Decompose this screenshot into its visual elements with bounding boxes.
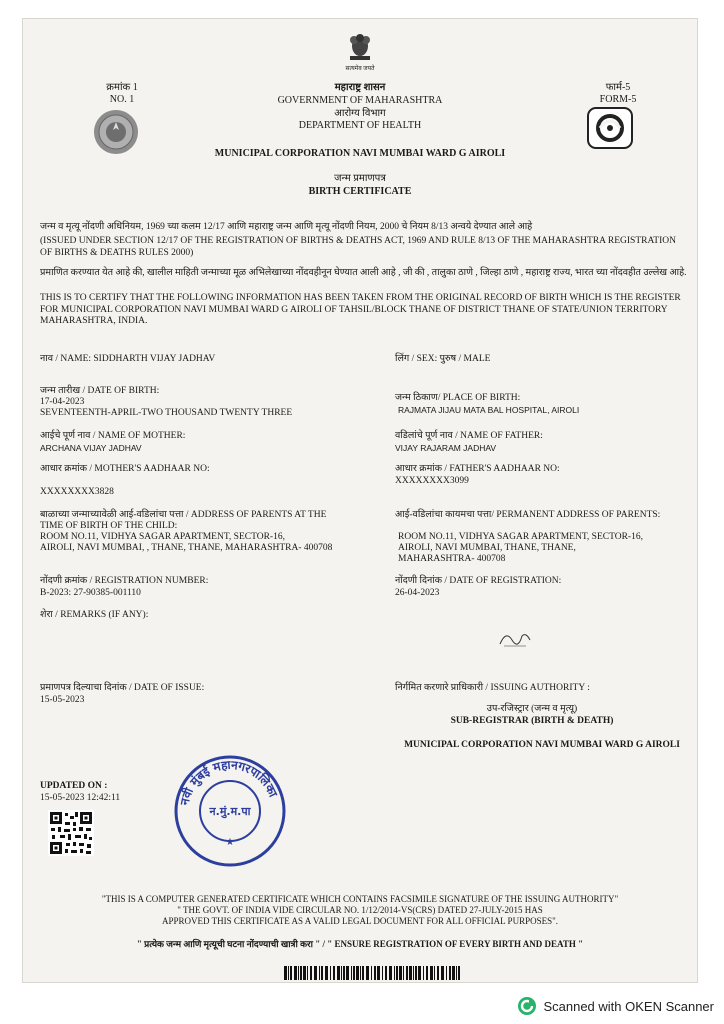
municipal-stamp-icon bbox=[172, 753, 288, 869]
footer-line-2: " THE GOVT. OF INDIA VIDE CIRCULAR NO. 1/12/2014-VS(CRS) DATED 27-JULY-2015 HAS bbox=[177, 905, 543, 915]
updated-on-label: UPDATED ON : bbox=[40, 781, 108, 791]
father-name-value: VIJAY RAJARAM JADHAV bbox=[395, 443, 497, 453]
svg-text:★: ★ bbox=[225, 837, 235, 848]
issued-under-mr: जन्म व मृत्यू नोंदणी अधिनियम, 1969 च्या कलम 12/17 आणि महाराष्ट्र जन्म आणि मृत्यू नोंदणी नियम, 2000 चे नियम 8/13 अन्वये देण्यात आले आहे bbox=[40, 222, 533, 232]
corporation-title: MUNICIPAL CORPORATION NAVI MUMBAI WARD G AIROLI bbox=[214, 148, 506, 159]
mother-aadhaar-value: XXXXXXXX3828 bbox=[40, 487, 114, 497]
footer-line-1: "THIS IS A COMPUTER GENERATED CERTIFICATE WHICH CONTAINS FACSIMILE SIGNATURE OF THE ISSUING AUTHORITY" bbox=[101, 894, 619, 904]
stamp-ring-text: नवी मुंबई महानगरपालिका bbox=[177, 757, 281, 807]
number-label-mr: क्रमांक 1 bbox=[106, 82, 138, 93]
certify-mr: प्रमाणित करण्यात येत आहे की, खालील माहिती जन्माच्या मूळ अभिलेखाच्या नोंदवहीनून घेण्यात आली आहे , जी की , तालुका ठाणे , जिल्हा ठाणे , महाराष्ट्र राज्य, भारत च्या नोंदवहीत उल्लेख आहे. bbox=[40, 268, 687, 278]
registration-date-value: 26-04-2023 bbox=[395, 588, 440, 598]
authority-organisation: MUNICIPAL CORPORATION NAVI MUMBAI WARD G AIROLI bbox=[404, 740, 680, 750]
registration-date-label: नोंदणी दिनांक / DATE OF REGISTRATION: bbox=[395, 576, 562, 586]
pob-label: जन्म ठिकाण/ PLACE OF BIRTH: bbox=[395, 393, 521, 403]
name-value: SIDDHARTH VIJAY JADHAV bbox=[93, 354, 216, 364]
gov-title-en: GOVERNMENT OF MAHARASHTRA bbox=[277, 95, 443, 106]
dob-label: जन्म तारीख / DATE OF BIRTH: bbox=[40, 386, 160, 396]
dept-title-mr: आरोग्य विभाग bbox=[334, 108, 386, 119]
dob-value: 17-04-2023 bbox=[40, 397, 85, 407]
emblem-caption: सत्यमेव जयते bbox=[345, 66, 375, 72]
issued-under-en: (ISSUED UNDER SECTION 12/17 OF THE REGISTRATION OF BIRTHS & DEATHS ACT, 1969 AND RULE 8/13 OF THE MAHARASHTRA REGISTRATION OF BIRTHS & DEATHS RULES 2000) bbox=[40, 236, 676, 258]
footer-slogan: " प्रत्येक जन्म आणि मृत्यूची घटना नोंदण्याची खात्री करा " / " ENSURE REGISTRATION OF EVERY BIRTH AND DEATH " bbox=[136, 939, 584, 949]
issue-date-label: प्रमाणपत्र दिल्याचा दिनांक / DATE OF ISSUE: bbox=[40, 683, 205, 693]
registration-number-label: नोंदणी क्रमांक / REGISTRATION NUMBER: bbox=[40, 576, 209, 586]
issuing-authority-label: निर्गमित करणारे प्राधिकारी / ISSUING AUTHORITY : bbox=[395, 683, 590, 693]
certificate-title-mr: जन्म प्रमाणपत्र bbox=[334, 173, 386, 184]
authority-mr: उप-रजिस्ट्रार (जन्म व मृत्यू) bbox=[486, 704, 578, 714]
address-at-birth-label-2: TIME OF BIRTH OF THE CHILD: bbox=[40, 521, 178, 531]
registration-number-value: B-2023: 27-90385-001110 bbox=[40, 588, 141, 598]
gov-title-mr: महाराष्ट्र शासन bbox=[334, 82, 386, 93]
address-at-birth-line-1: ROOM NO.11, VIDHYA SAGAR APARTMENT, SECTOR-16, bbox=[40, 532, 285, 542]
number-label-en: NO. 1 bbox=[109, 94, 135, 105]
father-aadhaar-label: आधार क्रमांक / FATHER'S AADHAAR NO: bbox=[395, 464, 560, 474]
pob-value: RAJMATA JIJAU MATA BAL HOSPITAL, AIROLI bbox=[398, 405, 580, 415]
permanent-address-label: आई-वडिलांचा कायमचा पत्ता/ PERMANENT ADDRESS OF PARENTS: bbox=[395, 510, 661, 520]
authority-en: SUB-REGISTRAR (BIRTH & DEATH) bbox=[450, 716, 614, 726]
dob-words: SEVENTEENTH-APRIL-TWO THOUSAND TWENTY THREE bbox=[40, 408, 293, 418]
form-label-en: FORM-5 bbox=[599, 94, 637, 105]
dept-title-en: DEPARTMENT OF HEALTH bbox=[298, 120, 422, 131]
health-logo-icon bbox=[586, 106, 634, 150]
updated-on-value: 15-05-2023 12:42:11 bbox=[40, 793, 121, 803]
form-label-mr: फार्म-5 bbox=[605, 82, 631, 93]
certificate-sheet bbox=[22, 18, 698, 983]
sex-field: लिंग / SEX: पुरुष / MALE bbox=[395, 354, 491, 364]
remarks-label: शेरा / REMARKS (IF ANY): bbox=[40, 610, 149, 620]
scanner-watermark bbox=[517, 996, 714, 1016]
signature-icon bbox=[496, 626, 536, 657]
scanner-logo-icon bbox=[517, 996, 537, 1016]
address-at-birth-line-2: AIROLI, NAVI MUMBAI, , THANE, THANE, MAHARASHTRA- 400708 bbox=[40, 543, 333, 553]
address-at-birth-label: बाळाच्या जन्माच्यावेळी आई-वडिलांचा पत्ता / ADDRESS OF PARENTS AT THE bbox=[40, 510, 327, 520]
name-field bbox=[40, 354, 215, 365]
footer-line-3: APPROVED THIS CERTIFICATE AS A VALID LEGAL DOCUMENT FOR ALL OFFICIAL PURPOSES". bbox=[161, 916, 559, 926]
certify-en: THIS IS TO CERTIFY THAT THE FOLLOWING INFORMATION HAS BEEN TAKEN FROM THE ORIGINAL RECORD OF BIRTH WHICH IS THE REGISTER FOR MUNICIPAL CORPORATION NAVI MUMBAI WARD G AIROLI OF TAHSIL/BLOCK THANE OF DISTRICT THANE OF STATE/UNION TERRITORY MAHARASHTRA, INDIA. bbox=[40, 293, 681, 326]
issue-date-value: 15-05-2023 bbox=[40, 695, 85, 705]
name-label: नाव / NAME: bbox=[40, 354, 92, 364]
qr-code-icon bbox=[48, 810, 94, 856]
permanent-address-line-1: ROOM NO.11, VIDHYA SAGAR APARTMENT, SECTOR-16, bbox=[398, 532, 643, 542]
svg-text:नवी मुंबई महानगरपालिका bbox=[177, 758, 280, 808]
mother-name-label: आईचे पूर्ण नाव / NAME OF MOTHER: bbox=[40, 431, 186, 441]
permanent-address-line-2: AIROLI, NAVI MUMBAI, THANE, THANE, bbox=[398, 543, 576, 553]
scanner-text: Scanned with OKEN Scanner bbox=[543, 998, 714, 1014]
certificate-title-en: BIRTH CERTIFICATE bbox=[308, 186, 412, 197]
mother-aadhaar-label: आधार क्रमांक / MOTHER'S AADHAAR NO: bbox=[40, 464, 210, 474]
father-name-label: वडिलांचे पूर्ण नाव / NAME OF FATHER: bbox=[395, 431, 543, 441]
barcode-icon bbox=[284, 966, 464, 985]
mother-name-value: ARCHANA VIJAY JADHAV bbox=[40, 443, 142, 453]
national-emblem-icon bbox=[346, 32, 374, 64]
stamp-center-text: न.मुं.म.पा bbox=[209, 805, 251, 818]
father-aadhaar-value: XXXXXXXX3099 bbox=[395, 476, 469, 486]
permanent-address-line-3: MAHARASHTRA- 400708 bbox=[398, 554, 506, 564]
